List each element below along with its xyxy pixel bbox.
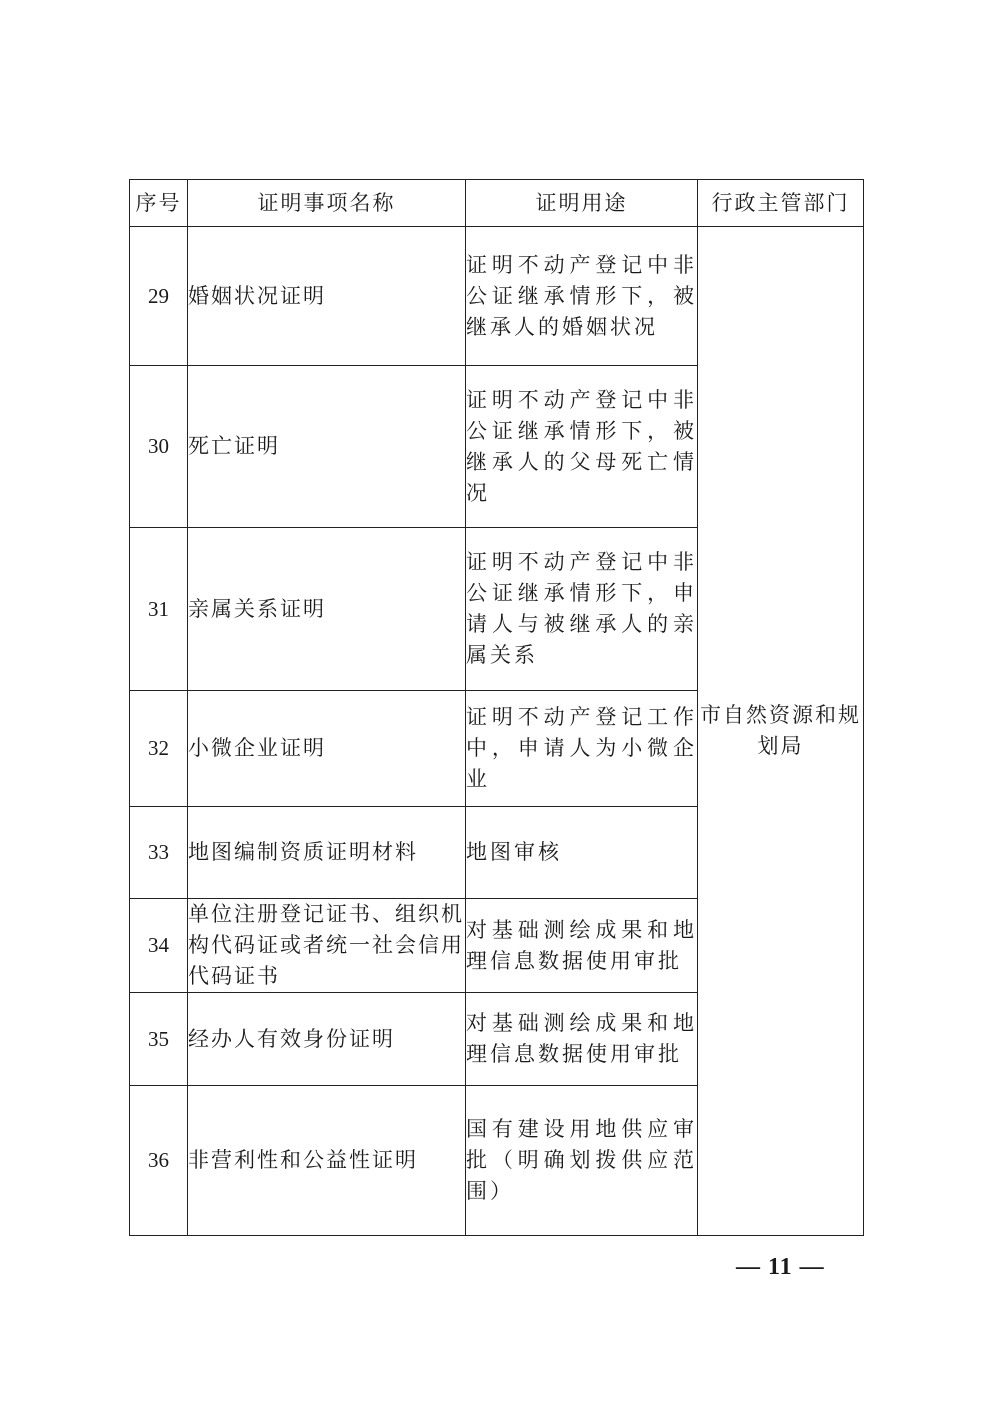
header-purpose: 证明用途: [466, 180, 698, 227]
row-item-name: 婚姻状况证明: [188, 227, 466, 366]
department-cell: 市自然资源和规划局: [698, 227, 864, 1236]
row-item-name: 地图编制资质证明材料: [188, 807, 466, 899]
row-purpose: 国有建设用地供应审批（明确划拨供应范围）: [466, 1086, 698, 1236]
row-item-name: 非营利性和公益性证明: [188, 1086, 466, 1236]
row-number: 36: [130, 1086, 188, 1236]
row-number: 34: [130, 899, 188, 993]
row-purpose: 对基础测绘成果和地理信息数据使用审批: [466, 899, 698, 993]
header-department: 行政主管部门: [698, 180, 864, 227]
row-number: 30: [130, 366, 188, 528]
header-item-name: 证明事项名称: [188, 180, 466, 227]
row-purpose: 证明不动产登记工作中，申请人为小微企业: [466, 691, 698, 807]
row-item-name: 小微企业证明: [188, 691, 466, 807]
row-purpose: 地图审核: [466, 807, 698, 899]
table-header-row: [130, 180, 864, 227]
row-item-name: 亲属关系证明: [188, 528, 466, 691]
row-item-name: 死亡证明: [188, 366, 466, 528]
row-item-name: 经办人有效身份证明: [188, 993, 466, 1086]
row-purpose: 证明不动产登记中非公证继承情形下，申请人与被继承人的亲属关系: [466, 528, 698, 691]
row-purpose: 证明不动产登记中非公证继承情形下，被继承人的父母死亡情况: [466, 366, 698, 528]
row-number: 31: [130, 528, 188, 691]
row-purpose: 证明不动产登记中非公证继承情形下，被继承人的婚姻状况: [466, 227, 698, 366]
row-number: 32: [130, 691, 188, 807]
page-number: — 11 —: [736, 1254, 825, 1280]
row-item-name: 单位注册登记证书、组织机构代码证或者统一社会信用代码证书: [188, 899, 466, 993]
certificate-table: [129, 179, 864, 1236]
row-number: 29: [130, 227, 188, 366]
row-purpose: 对基础测绘成果和地理信息数据使用审批: [466, 993, 698, 1086]
header-serial: 序号: [130, 180, 188, 227]
row-number: 33: [130, 807, 188, 899]
row-number: 35: [130, 993, 188, 1086]
table-row: [130, 227, 864, 366]
